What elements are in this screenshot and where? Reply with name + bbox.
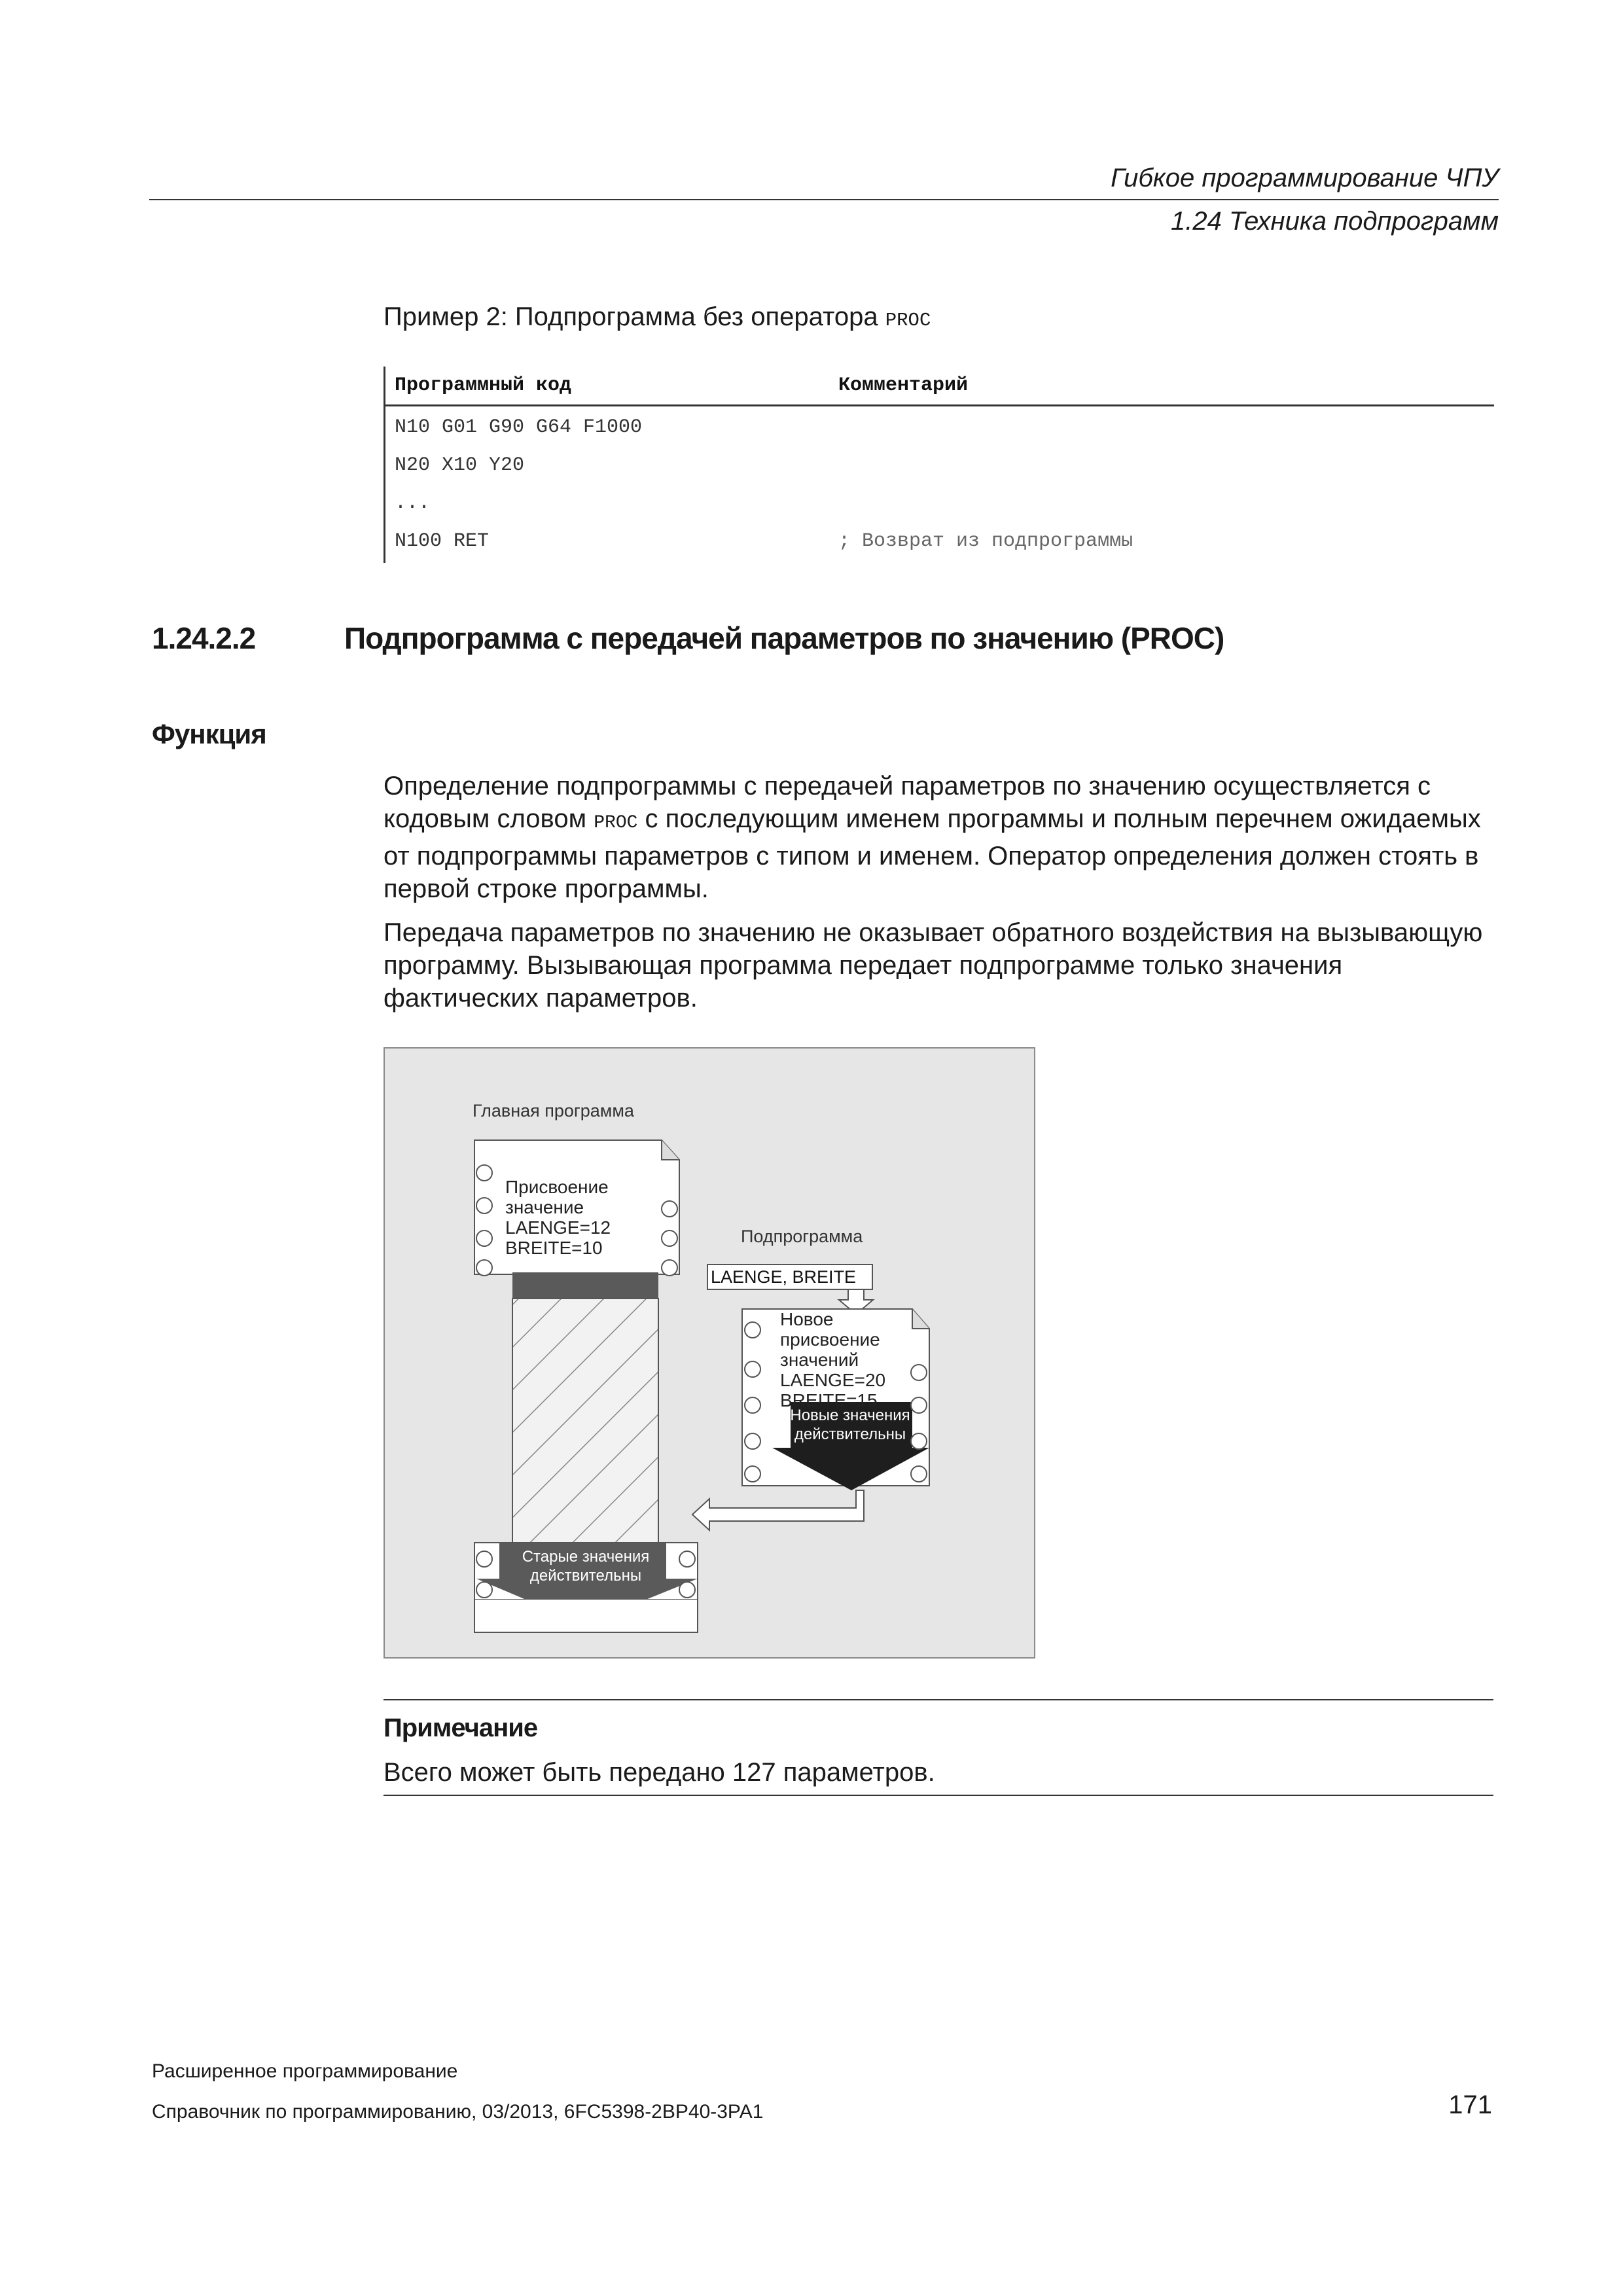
old-values-text: Старые значения действительны <box>522 1548 650 1585</box>
example-caption <box>383 302 931 332</box>
paragraph-1-code: PROC <box>594 813 638 833</box>
code-table <box>383 367 1494 563</box>
column-header-code: Программный код <box>395 374 572 397</box>
return-arrow <box>692 1490 864 1530</box>
example-caption-text: Пример 2: Подпрограмма без оператора <box>383 302 885 331</box>
subheading-function: Функция <box>152 719 266 749</box>
note-top-rule <box>383 1699 1493 1700</box>
subprogram-label: Подпрограмма <box>741 1227 863 1246</box>
paragraph-1-end: с последующим именем программы и полным перечнем ожидаемых от подпрограммы параметров с типом и именем. Оператор определения должен стоять в первой строке программы. <box>383 804 1481 903</box>
example-caption-code: PROC <box>885 310 931 331</box>
main-program-assignment: Присвоение значение LAENGE=12 BREITE=10 <box>505 1177 611 1258</box>
table-header-rule <box>385 404 1494 406</box>
parameter-list-box: LAENGE, BREITE <box>711 1267 857 1287</box>
subprogram-assignment: Новое присвоение значений LAENGE=20 BREITE=15 <box>780 1309 886 1410</box>
code-line-1: N10 G01 G90 G64 F1000 <box>395 416 643 439</box>
section-title: Подпрограмма с передачей параметров по значению (PROC) <box>344 621 1224 655</box>
main-sheet-band <box>512 1272 658 1299</box>
main-end-sheet-outline <box>474 1600 698 1632</box>
note-heading: Примечание <box>383 1713 538 1742</box>
section-number: 1.24.2.2 <box>152 621 256 655</box>
note-bottom-rule <box>383 1795 1493 1796</box>
code-line-3: ... <box>395 492 431 514</box>
running-header-title: Гибкое программирование ЧПУ <box>1111 164 1499 192</box>
header-rule <box>149 199 1499 200</box>
paragraph-2: Передача параметров по значению не оказывает обратного воздействия на вызывающую программу. Вызывающая программа передает подпрограмме только значения фактических параметров. <box>383 918 1483 1013</box>
hatched-column <box>512 1299 658 1547</box>
running-header-section: 1.24 Техника подпрограмм <box>1171 207 1499 236</box>
footer-book-title: Расширенное программирование <box>152 2060 458 2082</box>
paragraph-1 <box>383 770 1496 905</box>
figure-graphic <box>385 1049 1037 1660</box>
parameter-passing-figure <box>383 1047 1035 1659</box>
note-text: Всего может быть передано 127 параметров. <box>383 1758 935 1787</box>
page-number: 171 <box>1448 2090 1492 2119</box>
footer-document-id: Справочник по программированию, 03/2013, 6FC5398-2BP40-3PA1 <box>152 2101 764 2123</box>
new-values-text: Новые значения действительны <box>790 1407 910 1443</box>
code-line-4: N100 RET <box>395 530 490 552</box>
column-header-comment: Комментарий <box>838 374 969 397</box>
code-comment-4: ; Возврат из подпрограммы <box>838 530 1133 552</box>
main-sheet-corner <box>662 1140 679 1160</box>
code-line-2: N20 X10 Y20 <box>395 454 525 476</box>
main-program-label: Главная программа <box>473 1101 634 1121</box>
paragraph-1-start: Определение подпрограммы с передачей параметров по значению осуществляется с кодовым словом <box>383 772 1431 833</box>
